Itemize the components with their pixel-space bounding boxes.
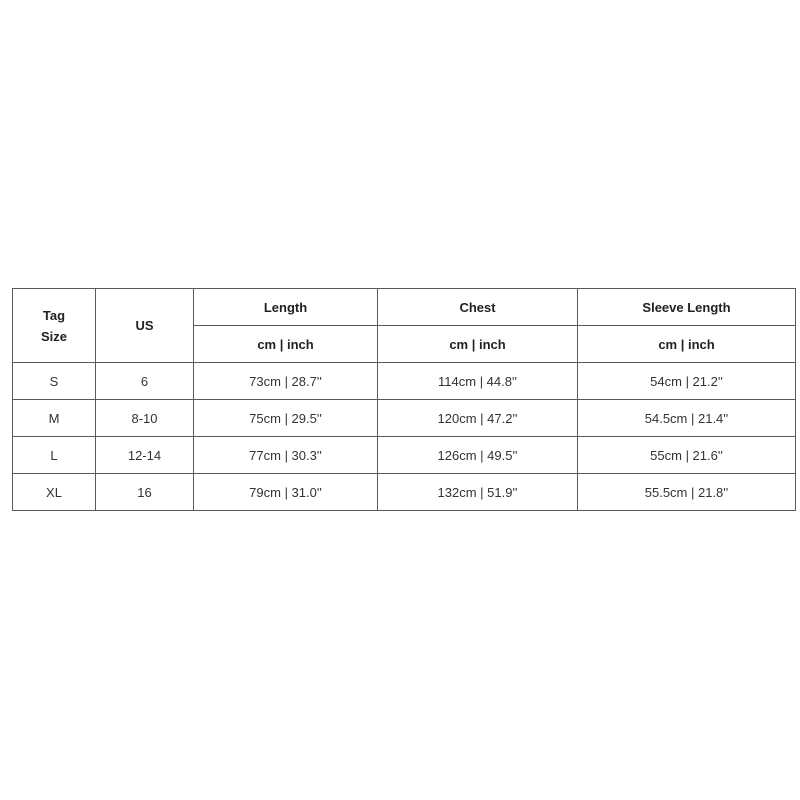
header-tag-size-label: Tag Size — [40, 307, 67, 344]
header-us: US — [96, 289, 194, 363]
cell-length: 73cm | 28.7'' — [194, 363, 378, 400]
cell-sleeve-length: 54.5cm | 21.4'' — [578, 400, 796, 437]
cell-chest: 132cm | 51.9'' — [378, 474, 578, 511]
unit-sleeve-length: cm | inch — [578, 326, 796, 363]
cell-tag-size: XL — [13, 474, 96, 511]
cell-chest: 114cm | 44.8'' — [378, 363, 578, 400]
cell-chest: 120cm | 47.2'' — [378, 400, 578, 437]
unit-chest: cm | inch — [378, 326, 578, 363]
header-row — [13, 289, 796, 326]
table-row — [13, 474, 796, 511]
size-chart-body — [13, 363, 796, 511]
cell-tag-size: S — [13, 363, 96, 400]
header-tag-size — [13, 289, 96, 363]
size-chart-table — [12, 288, 796, 511]
cell-sleeve-length: 55.5cm | 21.8'' — [578, 474, 796, 511]
cell-tag-size: L — [13, 437, 96, 474]
cell-sleeve-length: 55cm | 21.6'' — [578, 437, 796, 474]
table-row — [13, 363, 796, 400]
cell-us: 16 — [96, 474, 194, 511]
unit-length: cm | inch — [194, 326, 378, 363]
header-length: Length — [194, 289, 378, 326]
cell-tag-size: M — [13, 400, 96, 437]
cell-length: 75cm | 29.5'' — [194, 400, 378, 437]
cell-us: 6 — [96, 363, 194, 400]
header-chest: Chest — [378, 289, 578, 326]
size-chart-header — [13, 289, 796, 363]
cell-sleeve-length: 54cm | 21.2'' — [578, 363, 796, 400]
cell-us: 8-10 — [96, 400, 194, 437]
table-row — [13, 437, 796, 474]
cell-length: 77cm | 30.3'' — [194, 437, 378, 474]
table-row — [13, 400, 796, 437]
cell-us: 12-14 — [96, 437, 194, 474]
header-sleeve-length: Sleeve Length — [578, 289, 796, 326]
cell-length: 79cm | 31.0'' — [194, 474, 378, 511]
cell-chest: 126cm | 49.5'' — [378, 437, 578, 474]
